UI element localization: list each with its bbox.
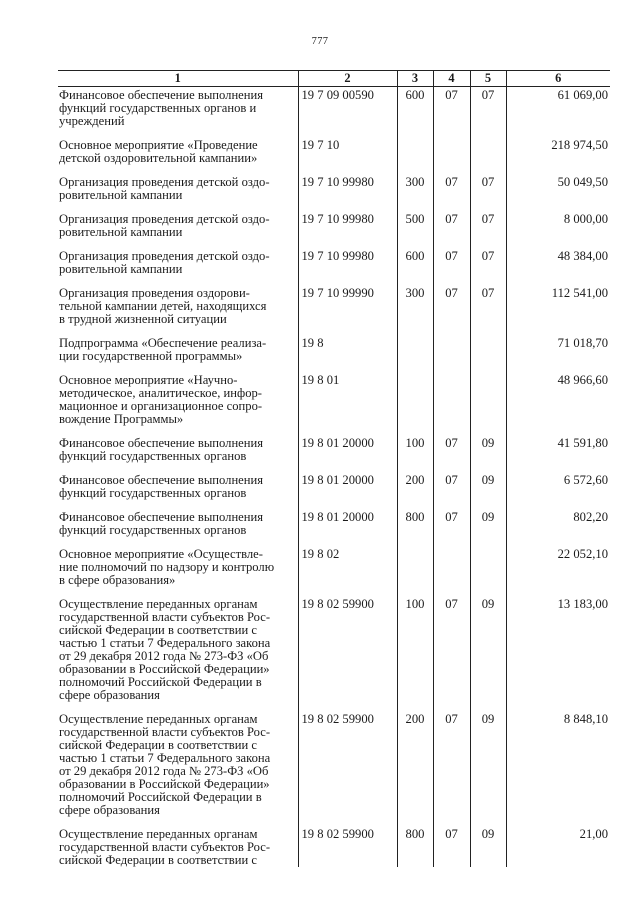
row-col4: 07: [433, 250, 470, 287]
row-name-line: Организация проведения детской оздо-: [59, 213, 270, 226]
row-amount: 48 384,00: [506, 250, 610, 287]
row-col5: [470, 139, 506, 176]
table-row: [58, 139, 610, 176]
row-col4: [433, 139, 470, 176]
row-name-line: частью 1 статьи 7 Федерального закона: [59, 751, 271, 765]
row-name-line: детской оздоровительной кампании»: [59, 151, 258, 165]
row-name: [58, 87, 298, 140]
row-name: [58, 139, 298, 176]
row-name-line: от 29 декабря 2012 года № 273-ФЗ «Об: [59, 764, 269, 778]
row-name-line: мационное и организационное сопро-: [59, 399, 263, 413]
row-name: [58, 213, 298, 250]
row-name-line: ровительной кампании: [59, 225, 183, 239]
row-amount: 218 974,50: [506, 139, 610, 176]
table-row: [58, 176, 610, 213]
row-col3: [397, 548, 433, 598]
row-name: [58, 287, 298, 337]
row-name-line: Финансовое обеспечение выполнения: [59, 474, 264, 487]
row-col3: 800: [397, 828, 433, 867]
row-col5: 09: [470, 598, 506, 713]
row-code: 19 8 01 20000: [298, 474, 397, 511]
row-name: [58, 511, 298, 548]
row-amount: 41 591,80: [506, 437, 610, 474]
row-name: [58, 337, 298, 374]
row-name-line: ции государственной программы»: [59, 349, 243, 363]
row-col3: 100: [397, 437, 433, 474]
row-col4: 07: [433, 437, 470, 474]
row-code: 19 8 02 59900: [298, 828, 397, 867]
row-col4: 07: [433, 828, 470, 867]
budget-table: [58, 70, 610, 867]
row-name-line: полномочий Российской Федерации в: [59, 790, 262, 804]
row-name-line: Финансовое обеспечение выполнения: [59, 437, 264, 450]
row-col5: [470, 374, 506, 437]
table-row: [58, 828, 610, 867]
row-col3: [397, 139, 433, 176]
row-name-line: Осуществление переданных органам: [59, 828, 258, 841]
row-col5: 07: [470, 250, 506, 287]
row-code: 19 8 01 20000: [298, 511, 397, 548]
row-name-line: вождение Программы»: [59, 412, 184, 426]
table-row: [58, 87, 610, 140]
row-name-line: государственной власти субъектов Рос-: [59, 725, 271, 739]
row-name-line: Организация проведения детской оздо-: [59, 250, 270, 263]
row-col3: [397, 337, 433, 374]
row-col4: 07: [433, 598, 470, 713]
row-name-line: Организация проведения оздорови-: [59, 287, 250, 300]
row-code: 19 8: [298, 337, 397, 374]
row-name-line: тельной кампании детей, находящихся: [59, 299, 267, 313]
table-row: [58, 598, 610, 713]
row-name-line: Организация проведения детской оздо-: [59, 176, 270, 189]
row-amount: 802,20: [506, 511, 610, 548]
row-name-line: Основное мероприятие «Научно-: [59, 374, 238, 387]
table-body: [58, 87, 610, 868]
table-row: [58, 713, 610, 828]
row-name-line: функций государственных органов: [59, 486, 247, 500]
row-name-line: образовании в Российской Федерации»: [59, 662, 270, 676]
row-name-line: Осуществление переданных органам: [59, 713, 258, 726]
row-col4: 07: [433, 176, 470, 213]
row-amount: 8 000,00: [506, 213, 610, 250]
row-col5: 09: [470, 713, 506, 828]
row-col3: 600: [397, 250, 433, 287]
row-name-line: ние полномочий по надзору и контролю: [59, 560, 275, 574]
row-col4: [433, 548, 470, 598]
table-row: [58, 337, 610, 374]
row-name-line: сийской Федерации в соответствии с: [59, 623, 257, 637]
row-name: [58, 828, 298, 867]
row-code: 19 8 01: [298, 374, 397, 437]
row-amount: 71 018,70: [506, 337, 610, 374]
row-col5: 07: [470, 287, 506, 337]
page-number: 777: [311, 36, 329, 47]
row-code: 19 7 10 99980: [298, 250, 397, 287]
row-name: [58, 713, 298, 828]
row-code: 19 7 10 99980: [298, 213, 397, 250]
row-name-line: частью 1 статьи 7 Федерального закона: [59, 636, 271, 650]
row-code: 19 7 10 99990: [298, 287, 397, 337]
row-col3: 100: [397, 598, 433, 713]
row-name-line: государственной власти субъектов Рос-: [59, 840, 271, 854]
column-header: 5: [470, 71, 506, 87]
row-col4: 07: [433, 87, 470, 140]
row-col3: 500: [397, 213, 433, 250]
row-col3: 600: [397, 87, 433, 140]
row-col4: 07: [433, 511, 470, 548]
row-name-line: методическое, аналитическое, инфор-: [59, 386, 262, 400]
row-name-line: функций государственных органов: [59, 449, 247, 463]
row-code: 19 8 01 20000: [298, 437, 397, 474]
row-col3: 300: [397, 176, 433, 213]
row-col4: 07: [433, 474, 470, 511]
row-name-line: учреждений: [59, 114, 125, 128]
row-name-line: в сфере образования»: [59, 573, 176, 587]
column-header: 3: [397, 71, 433, 87]
row-name-line: государственной власти субъектов Рос-: [59, 610, 271, 624]
table-row: [58, 374, 610, 437]
row-col5: 09: [470, 828, 506, 867]
row-amount: 22 052,10: [506, 548, 610, 598]
row-amount: 61 069,00: [506, 87, 610, 140]
row-col4: 07: [433, 713, 470, 828]
row-name: [58, 374, 298, 437]
row-name-line: Основное мероприятие «Проведение: [59, 139, 258, 152]
row-name: [58, 176, 298, 213]
row-col5: [470, 337, 506, 374]
header-row: [58, 71, 610, 87]
row-name-line: сийской Федерации в соответствии с: [59, 738, 257, 752]
row-name-line: Осуществление переданных органам: [59, 598, 258, 611]
row-amount: 6 572,60: [506, 474, 610, 511]
row-col5: [470, 548, 506, 598]
table-row: [58, 213, 610, 250]
row-name-line: образовании в Российской Федерации»: [59, 777, 270, 791]
row-code: 19 7 10 99980: [298, 176, 397, 213]
row-code: 19 8 02 59900: [298, 598, 397, 713]
row-col3: 300: [397, 287, 433, 337]
row-amount: 48 966,60: [506, 374, 610, 437]
row-col3: 200: [397, 713, 433, 828]
table-row: [58, 474, 610, 511]
row-col3: [397, 374, 433, 437]
table-row: [58, 250, 610, 287]
row-name-line: полномочий Российской Федерации в: [59, 675, 262, 689]
row-name-line: в трудной жизненной ситуации: [59, 312, 227, 326]
row-name-line: ровительной кампании: [59, 262, 183, 276]
row-col4: [433, 337, 470, 374]
table-row: [58, 548, 610, 598]
row-name-line: Подпрограмма «Обеспечение реализа-: [59, 337, 267, 350]
row-col4: 07: [433, 213, 470, 250]
row-col5: 07: [470, 213, 506, 250]
row-col5: 07: [470, 87, 506, 140]
row-col5: 09: [470, 437, 506, 474]
row-name-line: от 29 декабря 2012 года № 273-ФЗ «Об: [59, 649, 269, 663]
row-amount: 21,00: [506, 828, 610, 867]
row-col5: 09: [470, 474, 506, 511]
column-header: 4: [433, 71, 470, 87]
row-name: [58, 474, 298, 511]
row-name: [58, 250, 298, 287]
column-header: 1: [58, 71, 298, 87]
row-col5: 09: [470, 511, 506, 548]
table-row: [58, 511, 610, 548]
row-amount: 112 541,00: [506, 287, 610, 337]
row-name-line: сийской Федерации в соответствии с: [59, 853, 257, 867]
row-col5: 07: [470, 176, 506, 213]
row-name: [58, 548, 298, 598]
row-code: 19 8 02 59900: [298, 713, 397, 828]
row-name: [58, 598, 298, 713]
column-header: 2: [298, 71, 397, 87]
row-col4: [433, 374, 470, 437]
row-name: [58, 437, 298, 474]
row-code: 19 8 02: [298, 548, 397, 598]
row-col4: 07: [433, 287, 470, 337]
table-row: [58, 287, 610, 337]
row-amount: 8 848,10: [506, 713, 610, 828]
row-col3: 200: [397, 474, 433, 511]
row-code: 19 7 09 00590: [298, 87, 397, 140]
row-amount: 50 049,50: [506, 176, 610, 213]
row-amount: 13 183,00: [506, 598, 610, 713]
row-name-line: Основное мероприятие «Осуществле-: [59, 548, 263, 561]
row-name-line: сфере образования: [59, 803, 160, 817]
row-name-line: функций государственных органов и: [59, 101, 257, 115]
row-name-line: функций государственных органов: [59, 523, 247, 537]
row-name-line: Финансовое обеспечение выполнения: [59, 88, 264, 102]
row-code: 19 7 10: [298, 139, 397, 176]
row-name-line: ровительной кампании: [59, 188, 183, 202]
row-col3: 800: [397, 511, 433, 548]
row-name-line: Финансовое обеспечение выполнения: [59, 511, 264, 524]
column-header: 6: [506, 71, 610, 87]
row-name-line: сфере образования: [59, 688, 160, 702]
table-row: [58, 437, 610, 474]
